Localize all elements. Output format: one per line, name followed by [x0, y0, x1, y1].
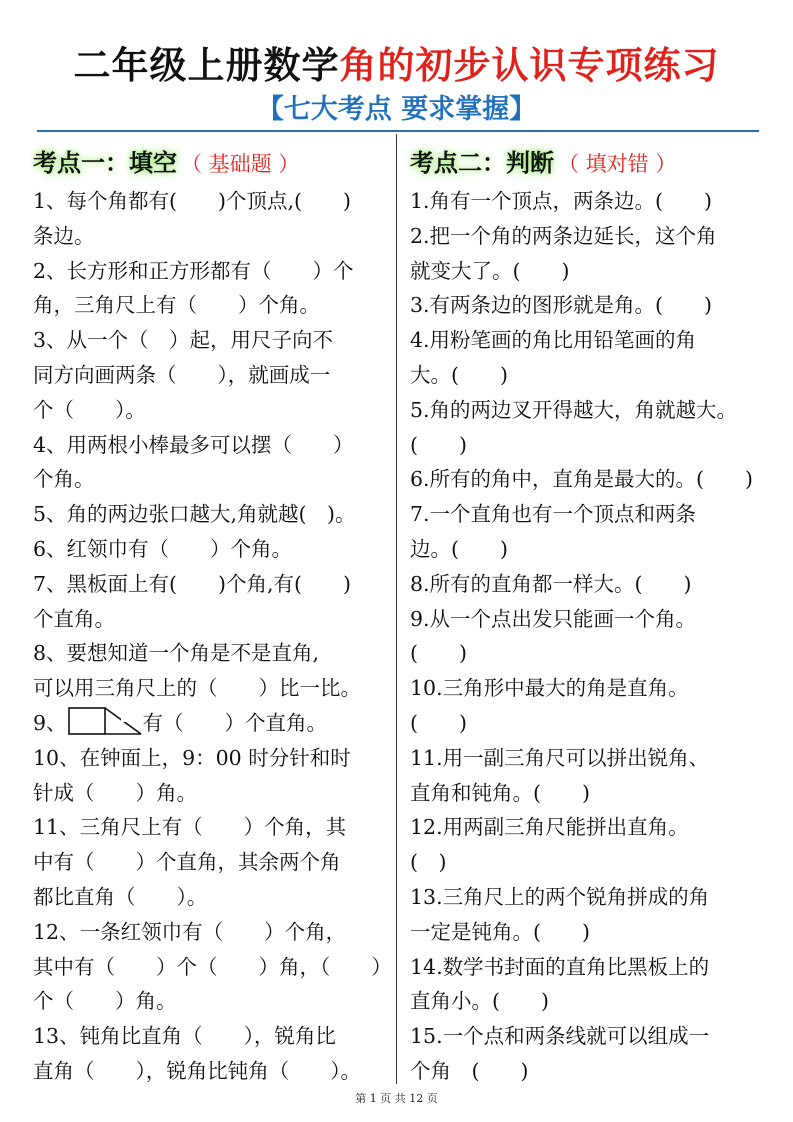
- question-line: 13、钝角比直角（ ），锐角比: [33, 1024, 336, 1049]
- question-line: 就变大了。( ): [410, 258, 570, 283]
- question-line: 一定是钝角。( ): [410, 919, 590, 944]
- question-line: 12、一条红领巾有（ ）个角，: [33, 919, 347, 944]
- question-line: ( ): [410, 850, 447, 875]
- question-line: 15.一个点和两条线就可以组成一: [410, 1024, 710, 1049]
- question-line: 都比直角（ ）。: [33, 884, 208, 909]
- column-divider: [396, 134, 397, 1084]
- question-line: ( ): [410, 641, 467, 666]
- page-subtitle: 【七大考点 要求掌握】: [256, 94, 537, 125]
- question-line: 直角（ ），锐角比钝角（ ）。: [33, 1058, 361, 1083]
- true-false-questions: [410, 184, 782, 1089]
- question-line: ( ): [410, 710, 467, 735]
- question-line: 4.用粉笔画的角比用铅笔画的角: [410, 328, 697, 353]
- section-heading-fill-blank: [33, 142, 393, 184]
- question-line: 1、每个角都有( )个顶点,( ): [33, 189, 352, 213]
- question-line: 10.三角形中最大的角是直角。: [410, 676, 689, 701]
- left-column: [33, 142, 393, 1089]
- question-line: 9.从一个点出发只能画一个角。: [410, 606, 697, 631]
- square-triangle-figure: [67, 706, 143, 736]
- top-divider: [37, 130, 759, 132]
- question-line: 大。( ): [410, 362, 508, 387]
- question-line: 3、从一个（ ）起，用尺子向不: [33, 328, 334, 353]
- section-heading-true-false: [410, 142, 782, 184]
- question-line: 6、红领巾有（ ）个角。: [33, 536, 293, 561]
- question-line: 针成（ ）角。: [33, 780, 197, 805]
- question-line: 7.一个直角也有一个顶点和两条: [410, 502, 697, 527]
- title-black-part: 二年级上册数学: [73, 44, 340, 87]
- question-line: 5.角的两边叉开得越大，角就越大。: [410, 397, 738, 422]
- page-footer: 第 1 页 共 12 页: [355, 1092, 438, 1105]
- question-line: 1.角有一个顶点，两条边。( ): [410, 189, 713, 213]
- question-line: 个直角。: [33, 606, 115, 631]
- title-red-part: 角的初步认识专项练习: [339, 44, 720, 87]
- question-line: 3.有两条边的图形就是角。( ): [410, 293, 713, 318]
- question-line: 2、长方形和正方形都有（ ）个: [33, 258, 354, 283]
- question-line: 个（ ）角。: [33, 989, 177, 1014]
- question-line: 个角。: [33, 467, 95, 492]
- question-line: 直角小。( ): [410, 989, 549, 1014]
- question-line: 同方向画两条（ ），就画成一: [33, 362, 331, 387]
- question-line: 7、黑板面上有( )个角,有( ): [33, 571, 352, 596]
- right-column: [410, 142, 782, 1089]
- section-heading-note: （ 基础题 ）: [181, 152, 300, 176]
- section-heading-text: 考点二：判断: [410, 148, 554, 177]
- question-line: 12.用两副三角尺能拼出直角。: [410, 815, 689, 840]
- question-line: 8、要想知道一个角是不是直角,: [33, 641, 320, 666]
- question-line-9: [33, 706, 393, 741]
- question-line: 边。( ): [410, 536, 508, 561]
- question-line: 13.三角尺上的两个锐角拼成的角: [410, 884, 710, 909]
- page-title: [0, 40, 793, 92]
- question-line: 4、用两根小棒最多可以摆（ ）: [33, 432, 354, 457]
- question-line: 11、三角尺上有（ ）个角，其: [33, 815, 347, 840]
- section-heading-text: 考点一：填空: [33, 148, 177, 177]
- question-line: 11.用一副三角尺可以拼出锐角、: [410, 745, 710, 770]
- question-9-prefix: 9、: [33, 710, 67, 735]
- section-heading-note: （ 填对错 ）: [558, 152, 677, 176]
- question-line: 直角和钝角。( ): [410, 780, 590, 805]
- question-line: 5、角的两边张口越大,角就越( )。: [33, 502, 356, 527]
- question-line: 中有（ ）个直角，其余两个角: [33, 850, 341, 875]
- question-line: 可以用三角尺上的（ ）比一比。: [33, 676, 361, 701]
- question-line: 8.所有的直角都一样大。( ): [410, 571, 692, 596]
- fill-blank-questions: [33, 184, 393, 1089]
- question-line: 个角 ( ): [410, 1058, 529, 1083]
- question-line: 其中有（ ）个（ ）角，（ ）: [33, 954, 392, 979]
- question-line: 个（ ）。: [33, 397, 146, 422]
- question-line: 条边。: [33, 223, 95, 248]
- question-line: 角，三角尺上有（ ）个角。: [33, 293, 320, 318]
- question-line: 6.所有的角中，直角是最大的。( ): [410, 467, 754, 492]
- question-line: 10、在钟面上，9：00 时分针和时: [33, 745, 351, 770]
- question-line: 2.把一个角的两条边延长，这个角: [410, 223, 717, 248]
- question-9-suffix: 有（ ）个直角。: [142, 710, 328, 735]
- question-line: ( ): [410, 432, 467, 457]
- question-line: 14.数学书封面的直角比黑板上的: [410, 954, 710, 979]
